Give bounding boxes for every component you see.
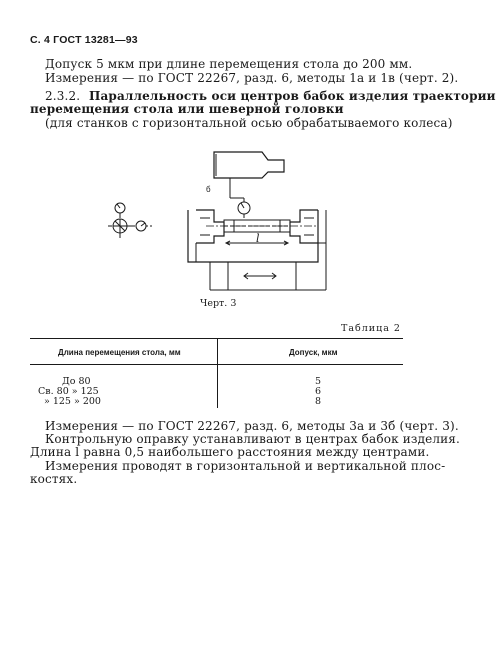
body-line-5: костях.: [30, 472, 78, 486]
figure-3-drawing: [0, 140, 431, 320]
figure-label-l: l: [256, 232, 260, 245]
table-col1-header: Длина перемещения стола, мм: [58, 348, 181, 357]
body-line-1: Измерения — по ГОСТ 22267, разд. 6, методы 3а и 3б (черт. 3).: [45, 419, 459, 433]
table-cell-tolerance: 5: [315, 376, 322, 387]
table-cell-tolerance: 6: [315, 386, 322, 397]
figure-label-b: б: [206, 185, 211, 194]
section-note: (для станков с горизонтальной осью обрабатываемого колеса): [45, 116, 453, 130]
page-header: С. 4 ГОСТ 13281—93: [30, 34, 138, 46]
section-number: 2.3.2.: [45, 89, 81, 103]
measurement-line: Измерения — по ГОСТ 22267, разд. 6, методы 1а и 1в (черт. 2).: [45, 71, 459, 85]
table-title: Таблица 2: [341, 323, 401, 334]
table-row: Св. 80 » 125: [38, 386, 99, 397]
body-line-2: Контрольную оправку устанавливают в центрах бабок изделия.: [45, 432, 460, 446]
table-col2-header: Допуск, мкм: [289, 348, 338, 357]
body-line-4: Измерения проводят в горизонтальной и вертикальной плос-: [45, 459, 446, 473]
figure-caption: Черт. 3: [200, 298, 237, 309]
table-row: » 125 » 200: [44, 396, 101, 407]
table-cell-tolerance: 8: [315, 396, 322, 407]
tolerance-line: Допуск 5 мкм при длине перемещения стола до 200 мм.: [45, 57, 413, 71]
section-title-line1: Параллельность оси центров бабок изделия траектории: [89, 89, 496, 103]
section-title-line2: перемещения стола или шеверной головки: [30, 102, 344, 116]
table-row: До 80: [62, 376, 91, 387]
body-line-3: Длина l равна 0,5 наибольшего расстояния между центрами.: [30, 445, 430, 459]
